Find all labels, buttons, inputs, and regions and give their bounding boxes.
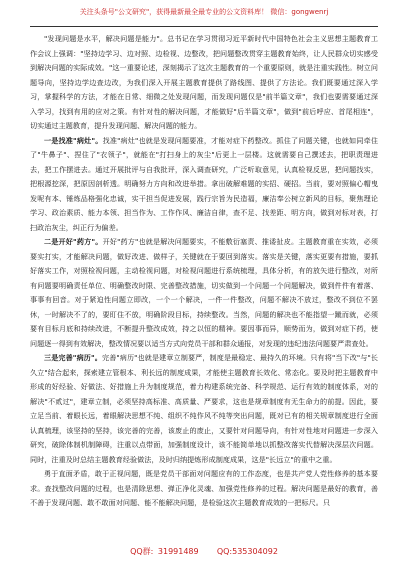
section-one-text: 找准"病灶"也就是发现问题要准，才能对症下药整改。抓住了问题关键，也就如同牵住了"牛鼻子"、捏住了"衣领子"，就能在"打扫身上的灰尘"后更上一层楼。这就需要自己撰述去，把职责理进去，把工作摆进去。通过开展批评与自我批评，深入调查研究，广泛听取意见，认真检视反思，把问题找实，把根源挖深，把原因剖析透。明确努力方向和改进举措。拿出破解难题的实招、硬招。当前，要对照偏心帽曳发呢有本、锤炼品格强化忠诚，实干担当促进发展，践行宗旨为民造福，廉洁奉公树立新风的目标，聚焦理论学习、政治素质、能力本领、担当作为、工作作风、廉洁自律，查不足、找差距、明方向，做到对标对表，打扫政治灰尘，纠正行为偏差。 <box>30 135 378 232</box>
paragraph-closing <box>30 467 378 511</box>
paragraph-section-three <box>30 351 378 467</box>
paragraph-section-one <box>30 134 378 236</box>
paragraph-intro <box>30 32 378 134</box>
section-two-heading: 二是开好"药方"。 <box>44 237 103 246</box>
footer-qq: QQ:535304092 <box>216 547 278 556</box>
header-divider <box>30 26 378 27</box>
section-two-text: 开好"药方"也就是解决问题要实，不能敷衍塞责、推诿扯皮。主题教育重在实效，必须要实打实，才能解决问题，做好改进、做样子，关键就在于要回到落实。落实是关键，落实更要有措施，要抓好落实工作，对照检视问题，主动检视问题，对检视问题进行系统梳理，具体分析，有的放矢进行整改，对所有问题要明确责任单位、明确整改时限、完善整改措施，切实做到一个问题一个问题解决，做到件件有着落、事事有回音。对于紧迫性问题立即改，一个一个解决，一件一件整改，问题不解决不放过，整改不到位不罢休，一时解决不了的，要盯住不放，明确阶段目标，持续整改。当然，问题的解决也不能指望一蹴而就，必须要有目标月底和持续改进，不断提升整改成效，持之以恒的精神。要因事而异，顺势而为，做到对症下药，使问题逐一得到有效解决，整改情况要以适当方式向党员干部和群众通报，对发现的违纪违法问题要严肃查处。 <box>30 237 378 348</box>
paragraph-closing-text: 勇于直面矛盾，敢于正视问题，既是党员干部面对问题应有的工作态度，也是共产党人党性修养的基本要求。查找整改问题的过程，也是清除思想、弹正净化灵魂、加强党性修养的过程。解决问题是最好的教育，善不善于发现问题、敢不敢面对问题、能不能解决问题，是检验这次主题教育成效的一把标尺。只 <box>30 469 378 507</box>
footer-contact <box>0 547 408 557</box>
section-three-heading: 三是完善"病历"。 <box>44 353 103 362</box>
header-banner <box>0 8 408 17</box>
document-body <box>30 32 378 511</box>
footer-qq-group: QQ群: 31991489 <box>130 547 199 556</box>
section-one-heading: 一是找准"病灶"。 <box>44 135 103 145</box>
banner-text: 关注头条号"公文研究"，获得最新最全最专业的公文资料库！ 微信：gongwenrj <box>79 8 329 16</box>
paragraph-section-two <box>30 235 378 351</box>
section-three-text: 完善"病历"也就是建章立制要严，制度是最稳定、最持久的环境。只有将"当下改"与"长久立"结合起来，探索建立管根本、利长远的制度成果，才能使主题教育长效化、常态化。要及时把主题教育中形成的好经验、好做法、好措施上升为制度规范，着力构建系统完备、科学规范、运行有效的制度体系，对的解决"不贰过"，建章立制，必须坚持高标准、高质量、严要求，这也是规章制度有无生命力的前提。因此，要立足当前、着眼长远，着眼解决思想不纯、组织不纯作风不纯等突出问题，既对已有的相关规章制度进行全面认真梳理，该坚持的坚持，该完善的完善，该废止的废止，又要针对问题导向，有针对性地对问题进一步深入研究，破除体制机制障碍，注重以点带面，加强制度设计，该不能简单地以抓整改落实代替解决深层次问题。同时，注重及时总结主题教育经验做法，及时归纳提炼形成制度成果，这是"长远立"的重中之重。 <box>30 353 378 464</box>
paragraph-intro-text: "发现问题是水平，解决问题是能力"。总书记在学习贯彻习近平新时代中国特色社会主义思想主题教育工作会议上强调："坚持边学习、边对照、边检视、边整改，把问题整改贯穿主题教育始终，让人民群众切实感受到解决问题的实际成效。"这一重要论述，深刻揭示了这次主题教育的一个重要原则，就是注重实践性。树立问题导向，坚持边学边查边改，为我们深入开展主题教育提供了路线图、提供了方法论。我们既要通过深入学习，掌握科学的方法，才能在日常、细微之处发现问题，而发现问题仅是"前半篇文章"，我们也要需要通过深入学习，找到有用的应对之策。有针对性的解决问题，才能做好"后半篇文章"，做到"前后呼应、首尾相连"，切实通过主题教育，提升发现问题、解决问题的能力。 <box>30 34 378 130</box>
